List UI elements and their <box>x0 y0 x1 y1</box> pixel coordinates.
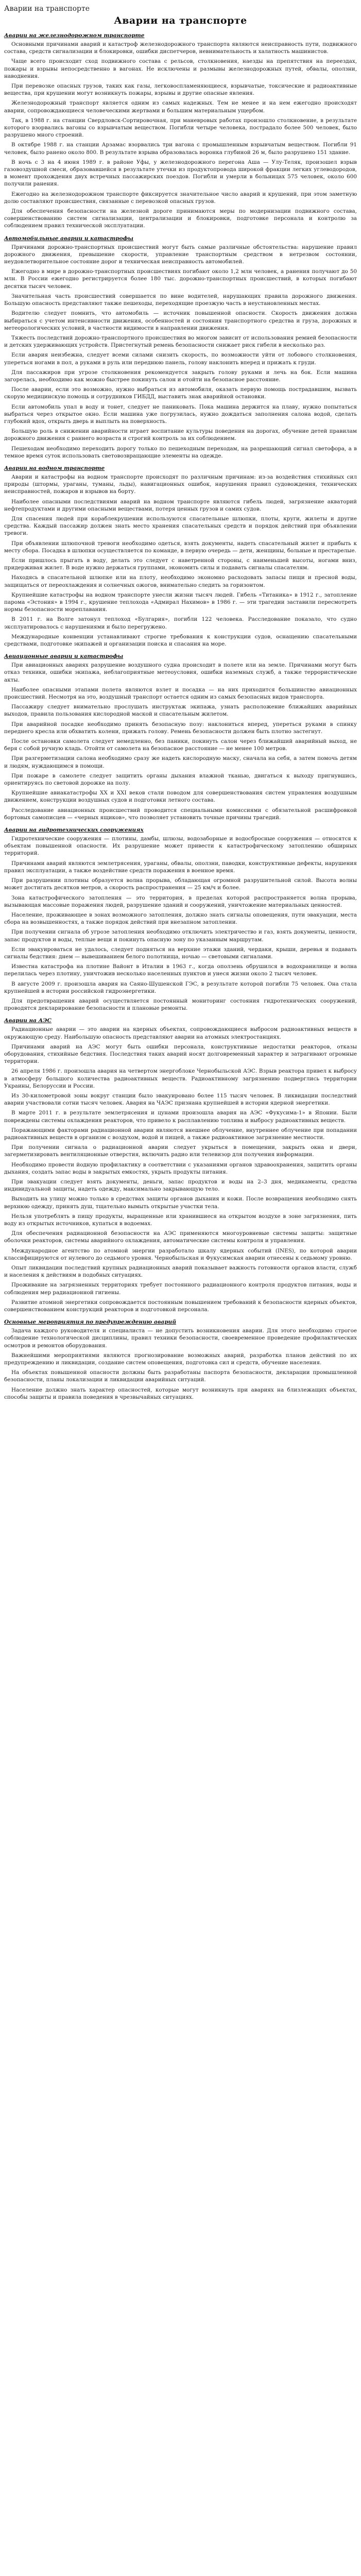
paragraph: Зона катастрофического затопления — это территория, в пределах которой распространяется волна прорыва, вызывающая массовые поражения людей, разрушение зданий и сооружений, уничтожение материальных ценностей. <box>4 894 357 908</box>
paragraph: Так, в 1988 г. на станции Свердловск-Сортировочная, при маневровых работах произошло столкновение, в результате которого взорвались вагоны со взрывчатым веществом. Погибли четыре человека, пострадало более 500 человек, было разрушено много строений. <box>4 117 357 139</box>
paragraph: Наиболее опасными этапами полета являются взлет и посадка — на них приходится большинство авиационных происшествий. Несмотря на это, воздушный транспорт остается одним из самых безопасных видов транспорта. <box>4 686 357 701</box>
paragraph: В октябре 1988 г. на станции Арзамас взорвались три вагона с промышленным взрывчатым веществом. Погибли 91 человек, было ранено около 800. В результате взрыва образовалась воронка глубиной 26 м, было разрушено 151 здание. <box>4 142 357 156</box>
paragraph: Чаще всего происходит сход подвижного состава с рельсов, столкновения, наезды на препятствия на переездах, пожары и взрывы непосредственно в вагонах. Не исключены и размывы железнодорожных путей, обвалы, оползни, наводнения. <box>4 58 357 79</box>
paragraph: Для предотвращения аварий осуществляется постоянный мониторинг состояния гидротехнических сооружений, проводятся декларирование безопасности и плановые ремонты. <box>4 997 357 1012</box>
paragraph: При получении сигнала о радиационной аварии следует укрыться в помещении, закрыть окна и двери, загерметизировать вентиляционные отверстия, включить радио или телевизор для получения информации. <box>4 1144 357 1158</box>
paragraph: Гидротехнические сооружения — плотины, дамбы, шлюзы, водозаборные и водосбросные сооружения — относятся к объектам повышенной опасности. Их разрушение может привести к катастрофическому затоплению обширных территорий. <box>4 836 357 857</box>
paragraph: Для спасения людей при кораблекрушении используются спасательные шлюпки, плоты, круги, жилеты и другие средства. Каждый пассажир должен знать место хранения спасательных средств и порядок действий при объявлении тревоги. <box>4 515 357 537</box>
paragraph: При перевозке опасных грузов, таких как газы, легковоспламеняющиеся, взрывчатые, токсические и радиоактивные вещества, при крушении могут возникнуть пожары, взрывы и другие опасные явления. <box>4 83 357 97</box>
paragraph: Основными причинами аварий и катастроф железнодорожного транспорта являются неисправность пути, подвижного состава, средств сигнализации и блокировки, ошибки диспетчеров, невнимательность и халатность машинистов. <box>4 41 357 55</box>
paragraph: Население, проживающее в зонах возможного затопления, должно знать сигналы оповещения, пути эвакуации, места сбора на возвышенностях, а также порядок действий при внезапном затоплении. <box>4 911 357 926</box>
paragraph: При объявлении шлюпочной тревоги необходимо одеться, взять документы, надеть спасательный жилет и прибыть к месту сбора. Посадка в шлюпки осуществляется по команде, в первую очередь — дети, женщины, больные и престарелые. <box>4 540 357 554</box>
paragraph: Опыт ликвидации последствий крупных радиационных аварий показывает важность готовности органов власти, служб и населения к действиям в подобных ситуациях. <box>4 1265 357 1279</box>
section-heading: Аварии на водном транспорте <box>4 465 105 471</box>
section-heading: Аварии на АЭС <box>4 1018 51 1024</box>
paragraph: Если эвакуироваться не удалось, следует подняться на верхние этажи зданий, чердаки, крыши, деревья и подавать сигналы бедствия: днем — вывешиванием белого полотнища, ночью — световыми сигналами. <box>4 946 357 960</box>
paragraph: Для обеспечения радиационной безопасности на АЭС применяются многоуровневые системы защиты: защитные оболочки реакторов, системы аварийного охлаждения, автоматические системы контроля и управления. <box>4 1230 357 1244</box>
paragraph: Крупнейшие авиакатастрофы XX и XXI веков стали поводом для совершенствования систем управления воздушным движением, конструкции воздушных судов и подготовки летного состава. <box>4 790 357 804</box>
section-heading: Автомобильные аварии и катастрофы <box>4 235 133 242</box>
paragraph: Известна катастрофа на плотине Вайонт в Италии в 1963 г., когда оползень обрушился в водохранилище и волна перелилась через плотину, уничтожив несколько населенных пунктов и унеся жизни около 2 тысяч человек. <box>4 963 357 977</box>
paragraph: Нельзя употреблять в пищу продукты, выращенные или хранившиеся на открытом воздухе в зоне загрязнения, пить воду из открытых источников, купаться в водоемах. <box>4 1213 357 1227</box>
article-body <box>3 32 358 1401</box>
paragraph: При аварийной посадке необходимо принять безопасную позу: наклониться вперед, упереться руками в спинку переднего кресла или обхватить колени, прижать голову. Ремень безопасности должен быть плотно застегнут. <box>4 721 357 735</box>
paragraph: В 2011 г. на Волге затонул теплоход «Булгария», погибли 122 человека. Расследование показало, что судно эксплуатировалось с нарушениями и было перегружено. <box>4 616 357 630</box>
paragraph: Международные конвенции устанавливают строгие требования к конструкции судов, оснащению спасательными средствами, подготовке экипажей и организации поиска и спасания на море. <box>4 633 357 648</box>
paragraph: Расследование авиационных происшествий проводится специальными комиссиями с обязательной расшифровкой бортовых самописцев — «черных ящиков», что позволяет установить точные причины трагедий. <box>4 807 357 821</box>
paragraph: После аварии, если это возможно, нужно выбраться из автомобиля, оказать первую помощь пострадавшим, вызвать скорую медицинскую помощь и сотрудников ГИБДД, выставить знак аварийной остановки. <box>4 386 357 400</box>
paragraph: Выходить на улицу можно только в средствах защиты органов дыхания и кожи. После возвращения необходимо снять верхнюю одежду, принять душ, тщательно вымыть открытые участки тела. <box>4 1196 357 1210</box>
paragraph: После остановки самолета следует немедленно, без паники, покинуть салон через ближайший аварийный выход, не беря с собой ручную кладь. Отойти от самолета на безопасное расстояние — не менее 100 метров. <box>4 738 357 752</box>
section <box>3 826 358 1012</box>
section <box>3 32 358 230</box>
paragraph: Если авария неизбежна, следует всеми силами снизить скорость, по возможности уйти от лобового столкновения, упереться ногами в пол, а руками в руль или переднюю панель, голову наклонить вперед и прижать к груди. <box>4 352 357 366</box>
paragraph: Тяжесть последствий дорожно-транспортного происшествия во многом зависит от использования ремней безопасности и детских удерживающих устройств. Пристегнутый ремень безопасности снижает риск гибели в несколько раз. <box>4 334 357 349</box>
paragraph: Из 30-километровой зоны вокруг станции было эвакуировано более 115 тысяч человек. В ликвидации последствий аварии участвовали сотни тысяч человек. Авария на ЧАЭС признана крупнейшей в истории ядерной энергетики. <box>4 1092 357 1107</box>
paragraph: Причинами аварий являются землетрясения, ураганы, обвалы, оползни, паводки, конструктивные дефекты, нарушения правил эксплуатации, а также воздействие средств поражения в военное время. <box>4 860 357 874</box>
page-title: Аварии на транспорте <box>114 15 247 26</box>
section-heading: Аварии на железнодорожном транспорте <box>4 32 145 39</box>
section-heading: Основные мероприятия по предупреждению аварий <box>4 1319 176 1326</box>
paragraph: В марте 2011 г. в результате землетрясения и цунами произошла авария на АЭС «Фукусима-1» в Японии. Были повреждены системы охлаждения реакторов, что привело к расплавлению топлива и выбросу радиоактивных веществ. <box>4 1110 357 1124</box>
section <box>3 1017 358 1313</box>
page-container <box>3 0 358 1401</box>
paragraph: Большую роль в снижении аварийности играет воспитание культуры поведения на дорогах, обучение детей правилам дорожного движения с раннего возраста и строгий контроль за их соблюдением. <box>4 428 357 442</box>
section <box>3 1318 358 1401</box>
section-heading: Аварии на гидротехнических сооружениях <box>4 827 144 834</box>
paragraph: Важнейшими мероприятиями являются прогнозирование возможных аварий, разработка планов действий по их предупреждению и ликвидации, создание систем оповещения, подготовка сил и средств, обучение населения. <box>4 1352 357 1366</box>
paragraph: Водителю следует помнить, что автомобиль — источник повышенной опасности. Скорость движения должна выбираться с учетом интенсивности движения, особенностей и состояния транспортного средства и груза, дорожных и метеорологических условий, в частности видимости в направлении движения. <box>4 310 357 331</box>
paragraph: Причинами аварий на АЭС могут быть ошибки персонала, конструктивные недостатки реакторов, отказы оборудования, стихийные бедствия. Последствия таких аварий носят долговременный характер и затрагивают огромные территории. <box>4 1043 357 1065</box>
paragraph: Аварии и катастрофы на водном транспорте происходят по различным причинам: из-за воздействия стихийных сил природы (штормы, ураганы, туманы, льды), навигационных ошибок, нарушения правил судовождения, технических неисправностей, пожаров и взрывов на борту. <box>4 473 357 495</box>
paragraph: Радиационные аварии — это аварии на ядерных объектах, сопровождающиеся выбросом радиоактивных веществ в окружающую среду. Наибольшую опасность представляют аварии на атомных электростанциях. <box>4 1026 357 1040</box>
paragraph: Поражающими факторами радиационной аварии являются внешнее облучение, внутреннее облучение при попадании радиоактивных веществ в организм с воздухом, водой и пищей, а также радиоактивное загрязнение местности. <box>4 1127 357 1141</box>
paragraph: Пешеходам необходимо переходить дорогу только по пешеходным переходам, на разрешающий сигнал светофора, а в темное время суток использовать световозвращающие элементы на одежде. <box>4 445 357 459</box>
paragraph: Пассажиру следует внимательно прослушать инструктаж экипажа, узнать расположение ближайших аварийных выходов, правила пользования кислородной маской и спасательным жилетом. <box>4 704 357 718</box>
section-heading: Авиационные аварии и катастрофы <box>4 653 124 660</box>
section <box>3 653 358 821</box>
paragraph: Крупнейшие катастрофы на водном транспорте унесли жизни тысяч людей. Гибель «Титаника» в 1912 г., затопление парома «Эстония» в 1994 г., крушение теплохода «Адмирал Нахимов» в 1986 г. — эти трагедии заставили пересмотреть нормы безопасности мореплавания. <box>4 591 357 613</box>
paragraph: Развитие атомной энергетики сопровождается постоянным повышением требований к безопасности ядерных объектов, совершенствованием конструкций реакторов и подготовкой персонала. <box>4 1299 357 1313</box>
paragraph: Если автомобиль упал в воду и тонет, следует не паниковать. Пока машина держится на плаву, нужно попытаться выбраться через открытое окно. Если машина уже погрузилась, нужно дождаться заполнения салона водой, сделать глубокий вдох, открыть дверь и выплыть на поверхность. <box>4 403 357 425</box>
paragraph: Для пассажиров при угрозе столкновения рекомендуется закрыть голову руками и лечь на бок. Если машина загорелась, необходимо как можно быстрее покинуть салон и отойти на безопасное расстояние. <box>4 369 357 383</box>
paragraph: Наиболее опасными последствиями аварий на водном транспорте являются гибель людей, загрязнение акваторий нефтепродуктами и другими опасными веществами, потеря ценных грузов и самих судов. <box>4 498 357 512</box>
paragraph: Задача каждого руководителя и специалиста — не допустить возникновения аварии. Для этого необходимо строгое соблюдение технологической дисциплины, правил техники безопасности, своевременное проведение профилактических осмотров и ремонтов оборудования. <box>4 1328 357 1349</box>
paragraph: Ежегодно в мире в дорожно-транспортных происшествиях погибают около 1,2 млн человек, а ранения получают до 50 млн. В России ежегодно регистрируется более 180 тыс. дорожно-транспортных происшествий, в которых погибают десятки тысяч человек. <box>4 268 357 290</box>
paragraph: В августе 2009 г. произошла авария на Саяно-Шушенской ГЭС, в результате которой погибли 75 человек. Она стала крупнейшей в истории российской гидроэнергетики. <box>4 980 357 994</box>
breadcrumb: Аварии на транспорте <box>4 5 90 13</box>
paragraph: При разрушении плотины образуется волна прорыва, обладающая огромной разрушительной силой. Высота волны может достигать десятков метров, а скорость распространения — 25 км/ч и более. <box>4 877 357 891</box>
section <box>3 235 358 460</box>
paragraph: Железнодорожный транспорт является одним из самых надежных. Тем не менее и на нем ежегодно происходят аварии, сопровождающиеся человеческими жертвами и большим материальным ущербом. <box>4 100 357 114</box>
paragraph: При разгерметизации салона необходимо сразу же надеть кислородную маску, сначала на себя, а затем помочь детям и людям, нуждающимся в помощи. <box>4 755 357 769</box>
paragraph: Население должно знать характер опасностей, которые могут возникнуть при авариях на близлежащих объектах, способы защиты и правила поведения в чрезвычайных ситуациях. <box>4 1386 357 1400</box>
paragraph: Для обеспечения безопасности на железной дороге принимаются меры по модернизации подвижного состава, совершенствованию систем сигнализации, централизации и блокировки, подготовке персонала и контролю за соблюдением правил технической эксплуатации. <box>4 208 357 229</box>
paragraph: Проживание на загрязненных территориях требует постоянного радиационного контроля продуктов питания, воды и соблюдения мер радиационной гигиены. <box>4 1282 357 1296</box>
paragraph: При авиационных авариях разрушение воздушного судна происходит в полете или на земле. Причинами могут быть отказ техники, ошибки экипажа, неблагоприятные метеоусловия, ошибки наземных служб, а также террористические акты. <box>4 662 357 683</box>
paragraph: В ночь с 3 на 4 июня 1989 г. в районе Уфы, у железнодорожного перегона Аша — Улу-Теляк, произошел взрыв газовоздушной смеси, образовавшейся в результате утечки из продуктопровода широкой фракции легких углеводородов, в момент прохождения двух встречных пассажирских поездов. Погибли и умерли в больницах 575 человек, около 600 получили ранения. <box>4 159 357 188</box>
paragraph: Причинами дорожно-транспортных происшествий могут быть самые различные обстоятельства: нарушение правил дорожного движения, превышение скорости, управление транспортным средством в нетрезвом состоянии, неудовлетворительное состояние дорог и техническая неисправность автомобилей. <box>4 244 357 265</box>
paragraph: Ежегодно на железнодорожном транспорте фиксируется значительное число аварий и крушений, при этом заметную долю составляют происшествия, связанные с перевозкой опасных грузов. <box>4 191 357 205</box>
paragraph: Необходимо провести йодную профилактику в соответствии с указаниями органов здравоохранения, защитить органы дыхания, создать запас воды в закрытых емкостях, укрыть продукты питания. <box>4 1161 357 1175</box>
paragraph: При пожаре в самолете следует защитить органы дыхания влажной тканью, двигаться к выходу пригнувшись, ориентируясь по световой дорожке на полу. <box>4 772 357 787</box>
paragraph: Находясь в спасательной шлюпке или на плоту, необходимо экономно расходовать запасы пищи и пресной воды, защищаться от переохлаждения и солнечных ожогов, внимательно следить за горизонтом. <box>4 574 357 588</box>
paragraph: На объектах повышенной опасности должны быть разработаны паспорта безопасности, декларации промышленной безопасности, планы локализации и ликвидации аварийных ситуаций. <box>4 1369 357 1383</box>
paragraph: 26 апреля 1986 г. произошла авария на четвертом энергоблоке Чернобыльской АЭС. Взрыв реактора привел к выбросу в атмосферу большого количества радиоактивных веществ. Радиоактивному загрязнению подверглись территории Украины, Белоруссии и России. <box>4 1068 357 1089</box>
paragraph: Значительная часть происшествий совершается по вине водителей, нарушающих правила дорожного движения. Большую опасность представляют также пешеходы, переходящие проезжую часть в неустановленных местах. <box>4 293 357 307</box>
paragraph: При эвакуации следует взять документы, деньги, запас продуктов и воды на 2–3 дня, медикаменты, средства индивидуальной защиты, надеть одежду, максимально закрывающую тело. <box>4 1179 357 1193</box>
paragraph: Если пришлось прыгать в воду, делать это следует с наветренной стороны, с наименьшей высоты, ногами вниз, придерживая жилет. В воде нужно держаться группами, экономить силы и подавать сигналы спасателям. <box>4 557 357 571</box>
paragraph: При получении сигнала об угрозе затопления необходимо отключить электричество и газ, взять документы, ценности, запас продуктов и воды, теплые вещи и покинуть опасную зону по указанным маршрутам. <box>4 929 357 943</box>
paragraph: Международное агентство по атомной энергии разработало шкалу ядерных событий (INES), по которой аварии классифицируются от нулевого до седьмого уровня. Чернобыльская и Фукусимская аварии отнесены к седьмому уровню. <box>4 1247 357 1261</box>
section <box>3 465 358 648</box>
